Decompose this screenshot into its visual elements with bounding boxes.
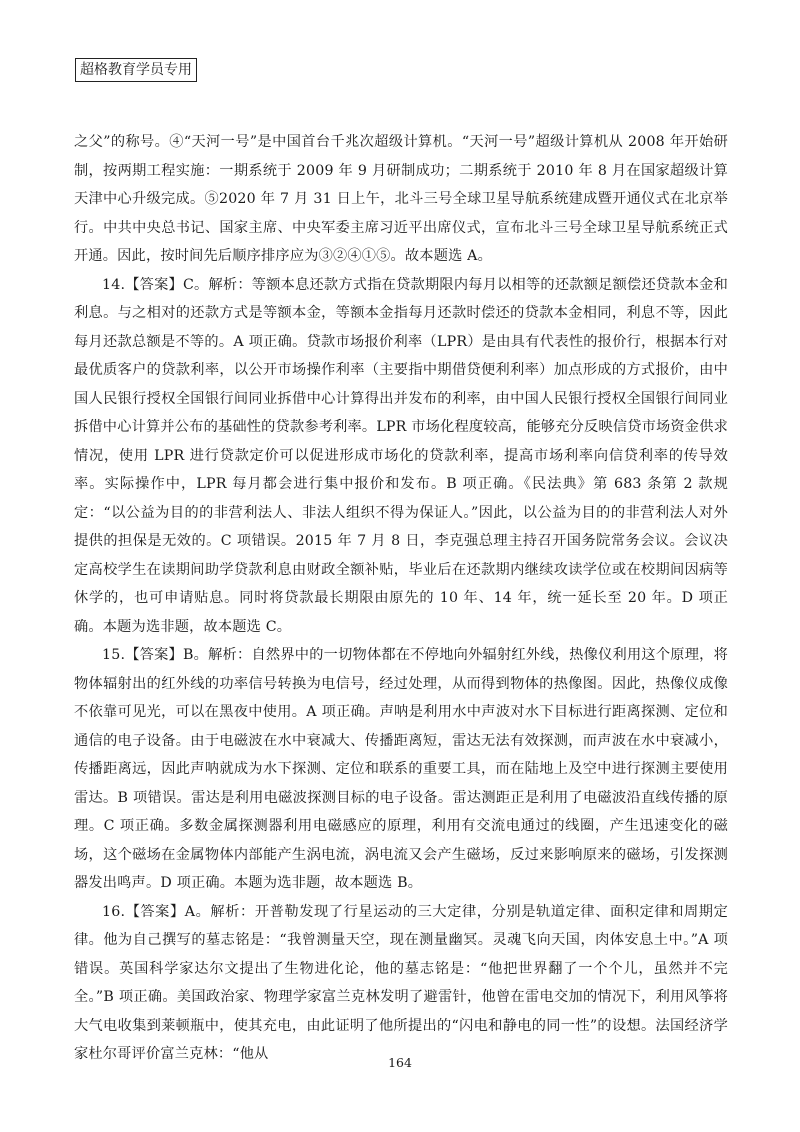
paragraph-answer-15: 15.【答案】B。解析：自然界中的一切物体都在不停地向外辐射红外线，热像仪利用这个原理，将物体辐射出的红外线的功率信号转换为电信号，经过处理，从而得到物体的热像图。因此，热像仪成像不依靠可见光，可以在黑夜中使用。A 项正确。声呐是利用水中声波对水下目标进行距离探测、定位和通信的电子设备。由于电磁波在水中衰减大、传播距离短，雷达无法有效探测，而声波在水中衰减小，传播距离远，因此声呐就成为水下探测、定位和联系的重要工具，而在陆地上及空中进行探测主要使用雷达。B 项错误。雷达是利用电磁波探测目标的电子设备。雷达测距正是利用了电磁波沿直线传播的原理。C 项正确。多数金属探测器利用电磁感应的原理，利用有交流电通过的线圈，产生迅速变化的磁场，这个磁场在金属物体内部能产生涡电流，涡电流又会产生磁场，反过来影响原来的磁场，引发探测器发出鸣声。D 项正确。本题为选非题，故本题选 B。 xyxy=(74,647,728,891)
paragraph-answer-16: 16.【答案】A。解析：开普勒发现了行星运动的三大定律，分别是轨道定律、面积定律和周期定律。他为自己撰写的墓志铭是：“我曾测量天空，现在测量幽冥。灵魂飞向天国，肉体安息土中。”A 项错误。英国科学家达尔文提出了生物进化论，他的墓志铭是：“他把世界翻了一个个儿，虽然并不完全。”B 项正确。美国政治家、物理学家富兰克林发明了避雷针，他曾在雷电交加的情况下，利用风筝将大气电收集到莱顿瓶中，使其充电，由此证明了他所提出的“闪电和静电的同一性”的设想。法国经济学家杜尔哥评价富兰克林：“他从 xyxy=(74,903,728,1062)
paragraph-continuation: 之父”的称号。④“天河一号”是中国首台千兆次超级计算机。“天河一号”超级计算机从 2008 年开始研制，按两期工程实施：一期系统于 2009 年 9 月研制成功；二期系统于 2010 年 8 月在国家超级计算天津中心升级完成。⑤2020 年 7 月 31 日上午，北斗三号全球卫星导航系统建成暨开通仪式在北京举行。中共中央总书记、国家主席、中央军委主席习近平出席仪式，宣布北斗三号全球卫星导航系统正式开通。因此，按时间先后顺序排序应为③②④①⑤。故本题选 A。 xyxy=(74,134,728,264)
paragraph-answer-14: 14.【答案】C。解析：等额本息还款方式指在贷款期限内每月以相等的还款额足额偿还贷款本金和利息。与之相对的还款方式是等额本金，等额本金指每月还款时偿还的贷款本金相同，利息不等，因此每月还款总额是不等的。A 项正确。贷款市场报价利率（LPR）是由具有代表性的报价行，根据本行对最优质客户的贷款利率，以公开市场操作利率（主要指中期借贷便利利率）加点形成的方式报价，由中国人民银行授权全国银行间同业拆借中心计算得出并发布的利率，由中国人民银行授权全国银行间同业拆借中心计算并公布的基础性的贷款参考利率。LPR 市场化程度较高，能够充分反映信贷市场资金供求情况，使用 LPR 进行贷款定价可以促进形成市场化的贷款利率，提高市场利率向信贷利率的传导效率。实际操作中，LPR 每月都会进行集中报价和发布。B 项正确。《民法典》第 683 条第 2 款规定：“以公益为目的的非营利法人、非法人组织不得为保证人。”因此，以公益为目的的非营利法人对外提供的担保是无效的。C 项错误。2015 年 7 月 8 日，李克强总理主持召开国务院常务会议。会议决定高校学生在读期间助学贷款利息由财政全额补贴，毕业后在还款期内继续攻读学位或在校期间因病等休学的，也可申请贴息。同时将贷款最长期限由原先的 10 年、14 年，统一延长至 20 年。D 项正确。本题为选非题，故本题选 C。 xyxy=(74,276,728,635)
page-number: 164 xyxy=(388,1055,412,1070)
document-body xyxy=(74,128,728,1069)
header-label: 超格教育学员专用 xyxy=(75,58,197,82)
